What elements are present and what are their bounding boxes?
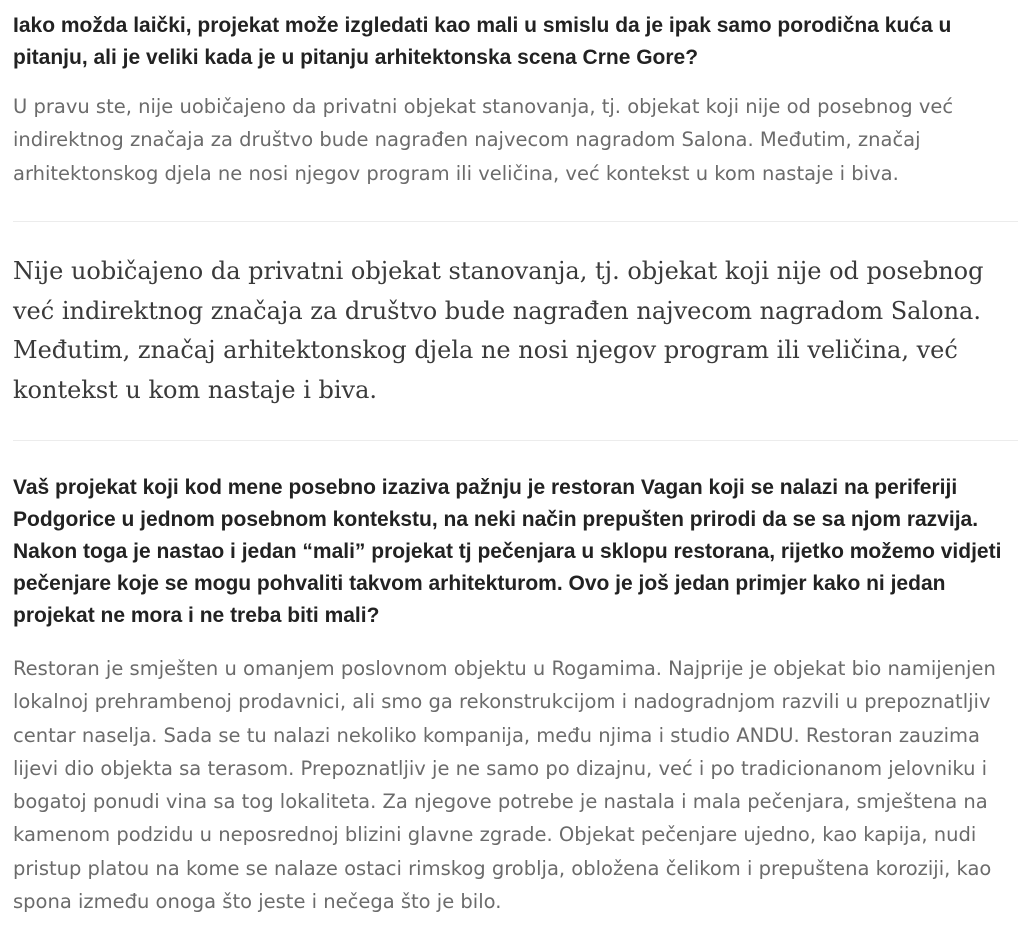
section-divider [13, 440, 1018, 441]
interview-question-2: Vaš projekat koji kod mene posebno izaziva pažnju je restoran Vagan koji se nalazi na periferiji Podgorice u jednom posebnom kontekstu, na neki način prepušten prirodi da se sa njom razvija. Nakon toga je nastao i jedan “mali” projekat tj pečenjara u sklopu restorana, rijetko možemo vidjeti pečenjare koje se mogu pohvaliti takvom arhitekturom. Ovo je još jedan primjer kako ni jedan projekat ne mora i ne treba biti mali? [13, 476, 1002, 627]
section-divider [13, 221, 1018, 222]
interview-question-1: Iako možda laički, projekat može izgledati kao mali u smislu da je ipak samo porodična kuća u pitanju, ali je veliki kada je u pitanju arhitektonska scena Crne Gore? [13, 14, 952, 69]
interview-answer-2: Restoran je smješten u omanjem poslovnom objektu u Rogamima. Najprije je objekat bio namijenjen lokalnoj prehrambenoj prodavnici, ali smo ga rekonstrukcijom i nadogradnjom razvili u prepoznatljiv centar naselja. Sada se tu nalazi nekoliko kompanija, među njima i studio ANDU. Restoran zauzima lijevi dio objekta sa terasom. Prepoznatljiv je ne samo po dizajnu, već i po tradicionanom jelovniku i bogatoj ponudi vina sa tog lokaliteta. Za njegove potrebe je nastala i mala pečenjara, smještena na kamenom podzidu u neposrednoj blizini glavne zgrade. Objekat pečenjare ujedno, kao kapija, nudi pristup platou na kome se nalaze ostaci rimskog groblja, obložena čelikom i prepuštena koroziji, kao spona između onoga što jeste i nečega što je bilo. [13, 657, 996, 914]
interview-answer-1: U pravu ste, nije uobičajeno da privatni objekat stanovanja, tj. objekat koji nije od posebnog već indirektnog značaja za društvo bude nagrađen najvecom nagradom Salona. Međutim, značaj arhitektonskog djela ne nosi njegov program ili veličina, već kontekst u kom nastaje i biva. [13, 95, 954, 185]
pull-quote: Nije uobičajeno da privatni objekat stanovanja, tj. objekat koji nije od posebnog već indirektnog značaja za društvo bude nagrađen najvecom nagradom Salona. Međutim, značaj arhitektonskog djela ne nosi njegov program ili veličina, već kontekst u kom nastaje i biva. [13, 257, 984, 404]
